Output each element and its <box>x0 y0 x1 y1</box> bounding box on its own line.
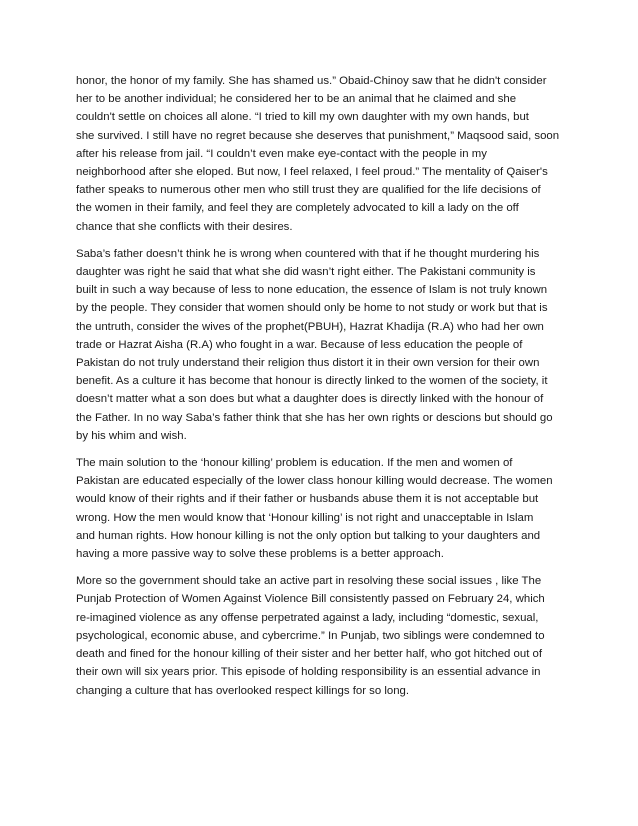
text-line: wrong. How the men would know that ‘Honour killing’ is not right and unacceptable in Islam <box>76 511 534 524</box>
text-line: neighborhood after she eloped. But now, I feel relaxed, I feel proud.” The mentality of Qaiser's <box>76 166 548 179</box>
text-line: benefit. As a culture it has become that honour is directly linked to the women of the society, it <box>76 375 548 388</box>
text-line: Pakistan are educated especially of the lower class honour killing would decrease. The women <box>76 475 553 488</box>
text-line: re-imagined violence as any offense perpetrated against a lady, including “domestic, sexual, <box>76 611 539 624</box>
text-line: by his whim and wish. <box>76 429 187 442</box>
text-line: psychological, economic abuse, and cybercrime.” In Punjab, two siblings were condemned to <box>76 629 545 642</box>
text-line: honor, the honor of my family. She has shamed us.” Obaid-Chinoy saw that he didn't consider <box>76 75 547 87</box>
text-line: death and fined for the honour killing of their sister and her better half, who got hitched out of <box>76 648 543 661</box>
text-line: by the people. They consider that women should only be home to not study or work but that is <box>76 302 548 315</box>
paragraph-3 <box>76 454 566 563</box>
text-line: the untruth, consider the wives of the prophet(PBUH), Hazrat Khadija (R.A) who had her own <box>76 320 544 333</box>
text-line: doesn’t matter what a son does but what a daughter does is directly linked with the honour of <box>76 393 544 406</box>
text-line: and human rights. How honour killing is not the only option but talking to your daughters and <box>76 529 541 542</box>
text-line: would know of their rights and if their father or husbands abuse them it is not acceptable but <box>76 493 539 506</box>
text-line: changing a culture that has overlooked respect killings for so long. <box>76 684 410 697</box>
text-line: chance that she conflicts with their desires. <box>76 220 293 233</box>
document-body <box>76 72 566 709</box>
paragraph-1 <box>76 72 566 236</box>
text-line: built in such a way because of less to none education, the essence of Islam is not truly known <box>76 284 548 297</box>
text-line: having a more passive way to solve these problems is a better approach. <box>76 548 444 561</box>
text-line: Pakistan do not truly understand their religion thus distort it in their own version for their own <box>76 357 540 370</box>
text-line: the women in their family, and feel they are completely advocated to kill a lady on the off <box>76 202 519 215</box>
text-line: More so the government should take an active part in resolving these social issues , like The <box>76 575 542 588</box>
text-line: couldn't settle on choices all alone. “I tried to kill my own daughter with my own hands, but <box>76 111 529 124</box>
text-line: she survived. I still have no regret because she deserves that punishment,” Maqsood said, soon <box>76 129 560 142</box>
text-line: Punjab Protection of Women Against Violence Bill consistently passed on February 24, which <box>76 593 545 606</box>
text-line: daughter was right he said that what she did wasn’t right either. The Pakistani community is <box>76 266 536 279</box>
text-line: The main solution to the ‘honour killing’ problem is education. If the men and women of <box>76 457 513 470</box>
text-line: the Father. In no way Saba’s father think that she has her own rights or descions but should go <box>76 411 553 424</box>
text-line: their own will six years prior. This episode of holding responsibility is an essential advance in <box>76 666 541 679</box>
text-line: her to be another individual; he considered her to be an animal that he claimed and she <box>76 93 517 106</box>
paragraph-2 <box>76 245 566 445</box>
text-line: after his release from jail. “I couldn’t even make eye-contact with the people in my <box>76 147 487 160</box>
text-line: Saba’s father doesn’t think he is wrong when countered with that if he thought murdering his <box>76 247 540 260</box>
text-line: father speaks to numerous other men who still trust they are qualified for the life decisions of <box>76 184 541 197</box>
paragraph-4 <box>76 572 566 699</box>
text-line: trade or Hazrat Aisha (R.A) who fought in a war. Because of less education the people of <box>76 338 523 351</box>
